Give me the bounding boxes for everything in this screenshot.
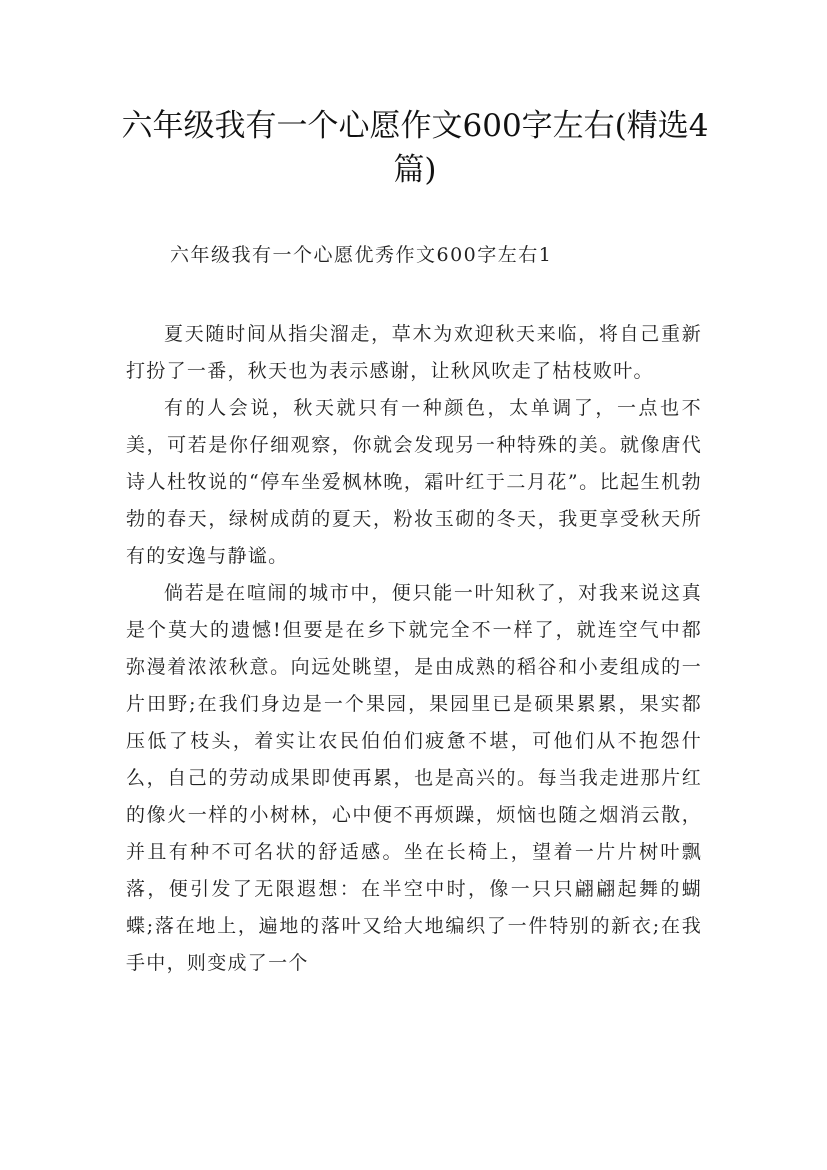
document-title: 六年级我有一个心愿作文600字左右(精选4篇)	[121, 108, 709, 188]
paragraph-1: 夏天随时间从指尖溜走，草木为欢迎秋天来临，将自己重新打扮了一番，秋天也为表示感谢，让秋风吹走了枯枝败叶。	[126, 323, 702, 382]
paragraph-2: 有的人会说，秋天就只有一种颜色，太单调了，一点也不美，可若是你仔细观察，你就会发现另一种特殊的美。就像唐代诗人杜牧说的“停车坐爱枫林晚，霜叶红于二月花”。比起生机勃勃的春天，绿树成荫的夏天，粉妆玉砌的冬天，我更享受秋天所有的安逸与静谧。	[126, 397, 702, 567]
paragraph-3: 倘若是在喧闹的城市中，便只能一叶知秋了，对我来说这真是个莫大的遗憾!但要是在乡下就完全不一样了，就连空气中都弥漫着浓浓秋意。向远处眺望，是由成熟的稻谷和小麦组成的一片田野;在我们身边是一个果园，果园里已是硕果累累，果实都压低了枝头，着实让农民伯伯们疲惫不堪，可他们从不抱怨什么，自己的劳动成果即使再累，也是高兴的。每当我走进那片红的像火一样的小树林，心中便不再烦躁，烦恼也随之烟消云散，并且有种不可名状的舒适感。坐在长椅上，望着一片片树叶飘落，便引发了无限遐想：在半空中时，像一只只翩翩起舞的蝴蝶;落在地上，遍地的落叶又给大地编织了一件特别的新衣;在我手中，则变成了一个	[126, 582, 702, 974]
essay-subtitle: 六年级我有一个心愿优秀作文600字左右1	[170, 244, 553, 266]
essay-body	[126, 316, 702, 982]
